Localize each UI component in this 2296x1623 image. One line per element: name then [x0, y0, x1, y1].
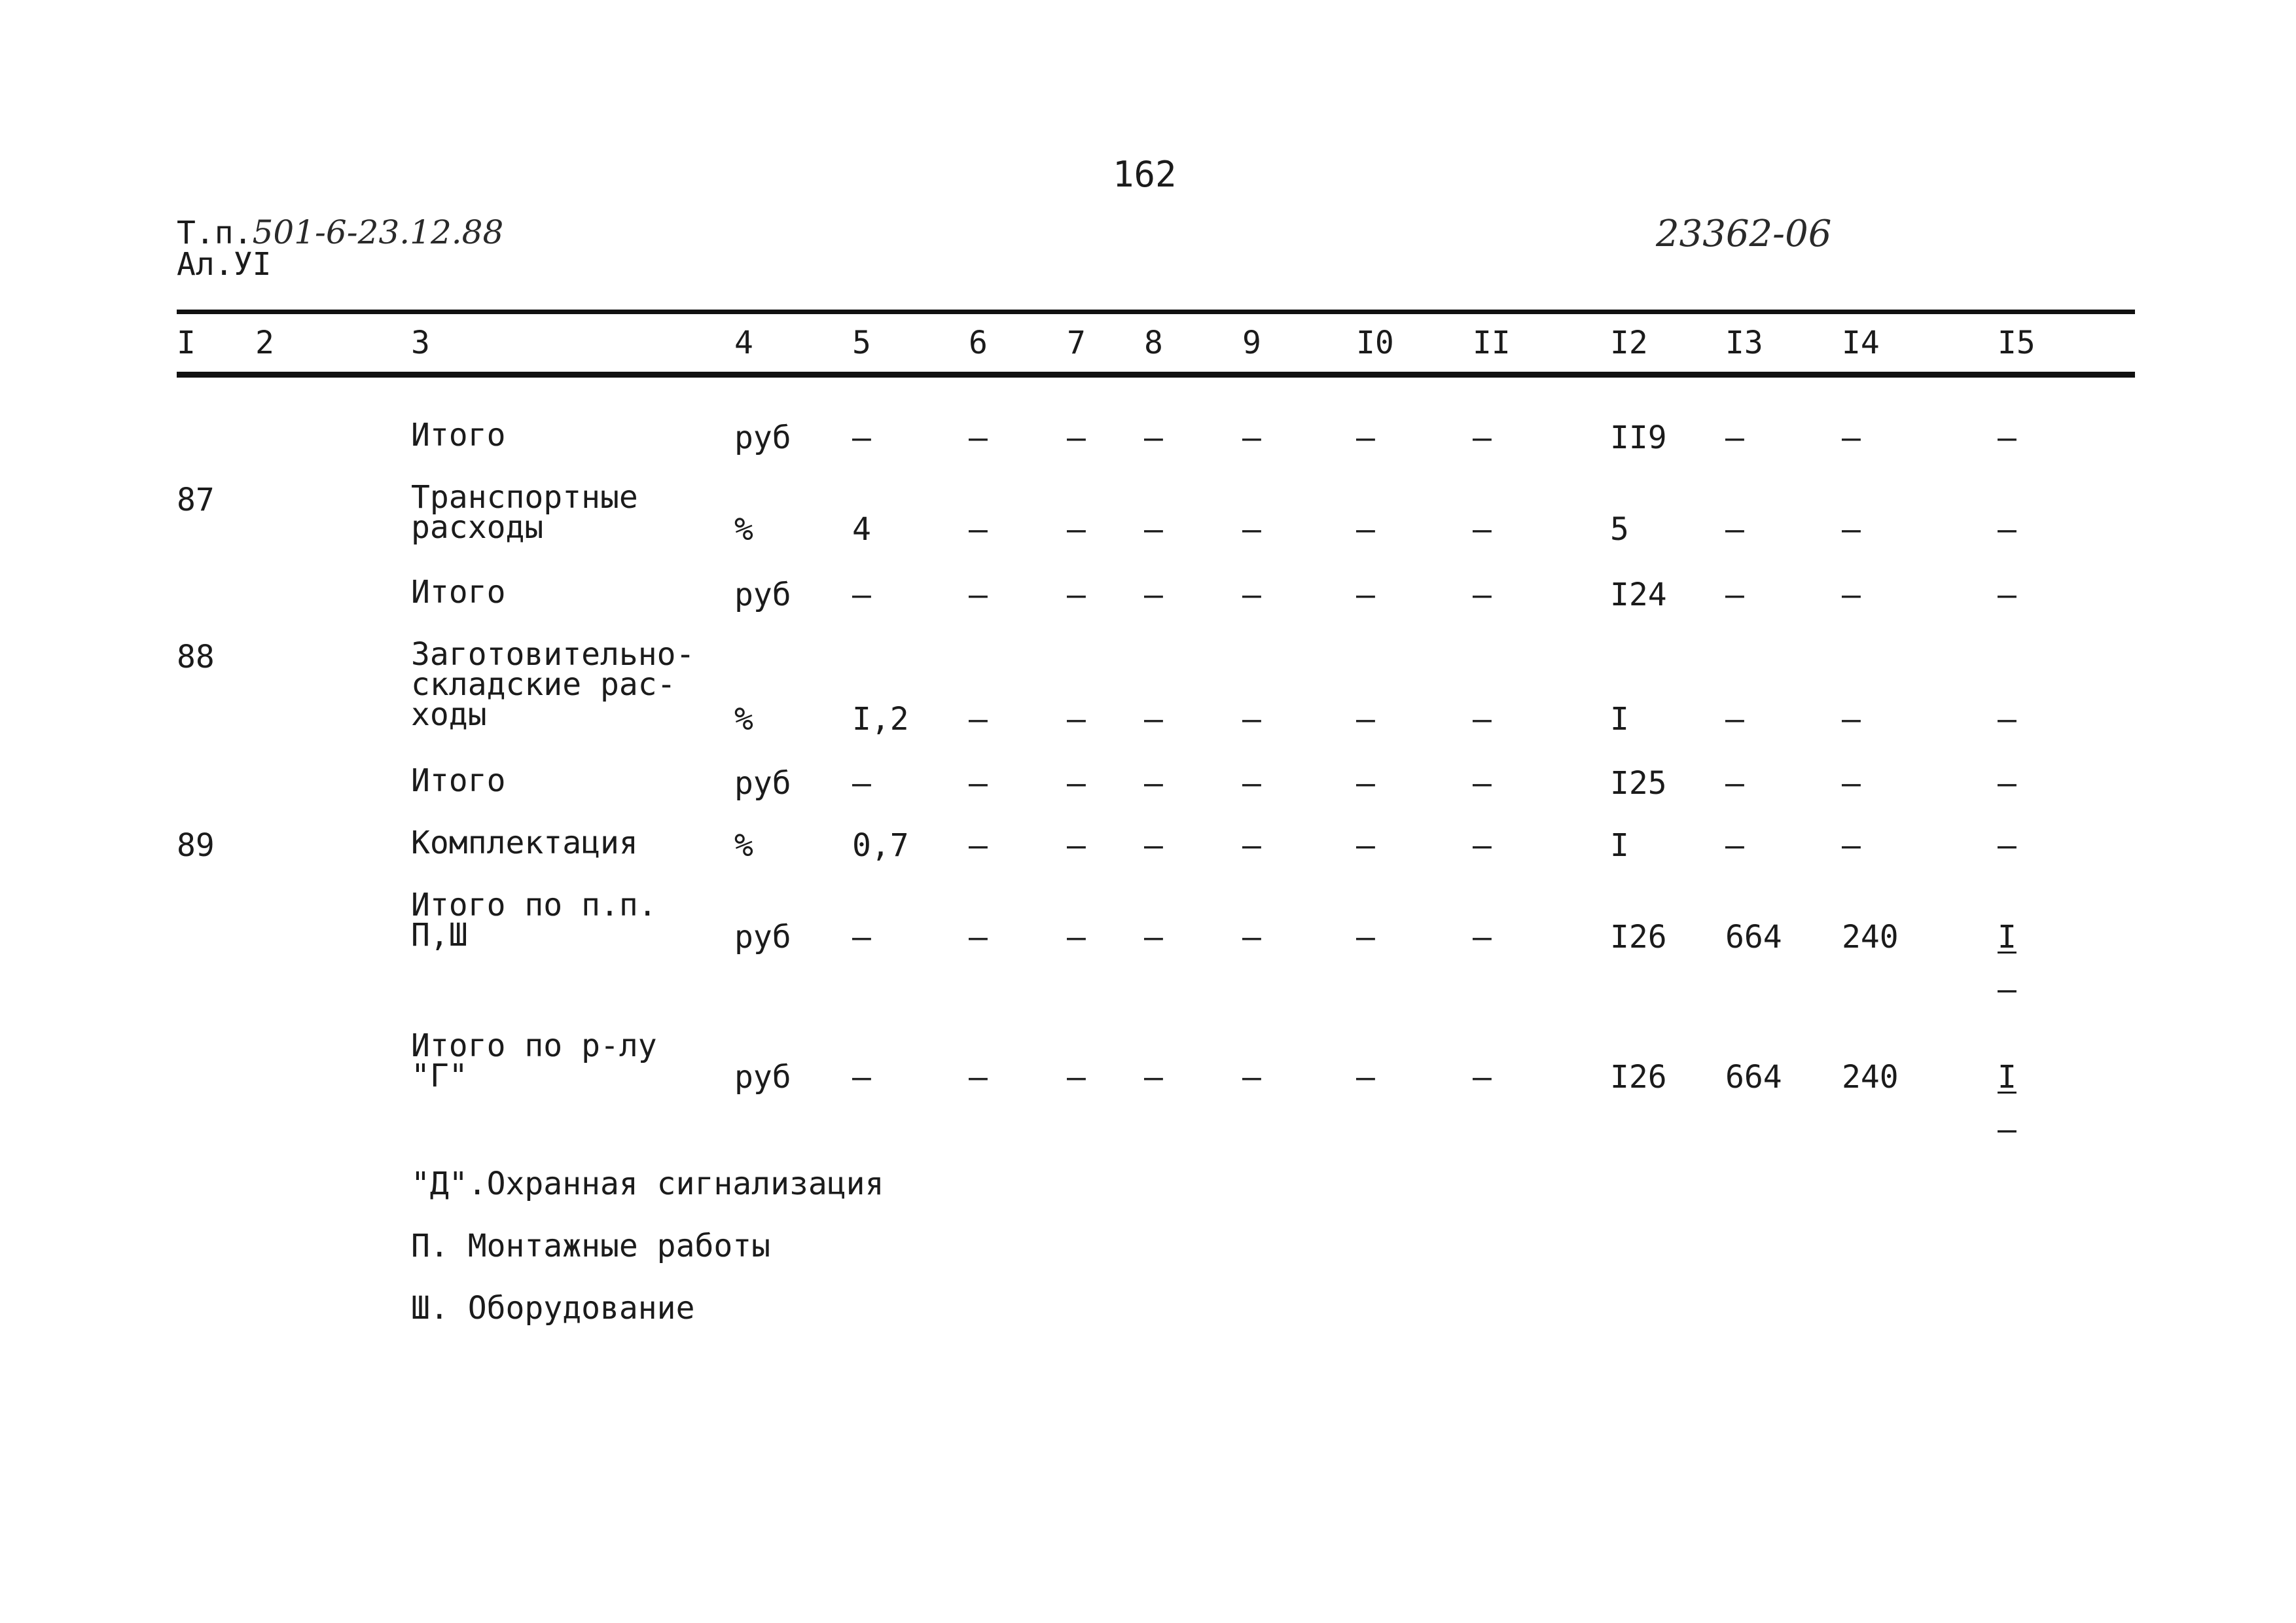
col-header: I5 [1998, 325, 2036, 361]
cell-col6: – [969, 827, 988, 864]
cell-col11: – [1473, 827, 1492, 864]
row-name: Итого [411, 762, 506, 799]
row-number: 89 [177, 827, 215, 864]
cell-col14: – [1842, 419, 1861, 456]
cell-col11: – [1473, 701, 1492, 738]
cell-col15: – [1998, 701, 2017, 738]
section-title: "Д".Охранная сигнализация [411, 1166, 884, 1202]
cell-col15: – [1998, 577, 2017, 613]
cell-col14: – [1842, 827, 1861, 864]
table-header-bottom-rule [177, 372, 2135, 378]
cell-col14: – [1842, 577, 1861, 613]
cell-col12: I26 [1610, 919, 1667, 955]
col-header: 2 [255, 325, 274, 361]
cell-col13: 664 [1725, 919, 1782, 955]
cell-col6: – [969, 511, 988, 548]
cell-col6: – [969, 419, 988, 456]
col-header: I [177, 325, 196, 361]
cell-col6: – [969, 1059, 988, 1096]
cell-col13: – [1725, 511, 1744, 548]
cell-col14: 240 [1842, 1059, 1899, 1096]
cell-col15-lower: – [1998, 1111, 2017, 1148]
cell-col10: – [1356, 511, 1375, 548]
row-number: 87 [177, 482, 215, 518]
cell-col12: 5 [1610, 511, 1629, 548]
cell-col10: – [1356, 1059, 1375, 1096]
row-unit: руб [734, 919, 791, 955]
cell-col6: – [969, 919, 988, 955]
cell-col14: 240 [1842, 919, 1899, 955]
cell-col12: I26 [1610, 1059, 1667, 1096]
cell-col9: – [1242, 919, 1261, 955]
cell-col5: – [852, 577, 871, 613]
table-top-rule [177, 310, 2135, 314]
cell-col6: – [969, 701, 988, 738]
cell-col9: – [1242, 419, 1261, 456]
row-unit: руб [734, 577, 791, 613]
cell-col9: – [1242, 765, 1261, 802]
row-name: Итого [411, 574, 506, 611]
cell-col15: – [1998, 765, 2017, 802]
cell-col15-lower: – [1998, 971, 2017, 1008]
cell-col14: – [1842, 765, 1861, 802]
row-name: Заготовительно- складские рас- ходы [411, 636, 695, 733]
cell-col5: – [852, 919, 871, 955]
doc-ref-handwritten: 501-6-23.12.88 [252, 213, 504, 251]
cell-col15: – [1998, 827, 2017, 864]
cell-col7: – [1067, 1059, 1086, 1096]
cell-col5: – [852, 419, 871, 456]
row-name: Итого [411, 417, 506, 454]
col-header: I0 [1356, 325, 1394, 361]
cell-col8: – [1144, 419, 1163, 456]
cell-col7: – [1067, 577, 1086, 613]
cell-col13: – [1725, 419, 1744, 456]
cell-col14: – [1842, 511, 1861, 548]
row-unit: % [734, 701, 753, 738]
cell-col9: – [1242, 577, 1261, 613]
cell-col8: – [1144, 765, 1163, 802]
section-subheading: Ш. Оборудование [411, 1290, 695, 1327]
col-header: 7 [1067, 325, 1086, 361]
cell-col10: – [1356, 765, 1375, 802]
col-header: 3 [411, 325, 430, 361]
col-header: I2 [1610, 325, 1648, 361]
row-name: Итого по п.п. П,Ш [411, 887, 657, 954]
col-header: 5 [852, 325, 871, 361]
cell-col7: – [1067, 765, 1086, 802]
col-header: 9 [1242, 325, 1261, 361]
cell-col13: – [1725, 701, 1744, 738]
cell-col13: – [1725, 827, 1744, 864]
cell-col15: I [1998, 919, 2017, 955]
cell-col7: – [1067, 701, 1086, 738]
cell-col11: – [1473, 1059, 1492, 1096]
row-unit: руб [734, 1059, 791, 1096]
cell-col12: I [1610, 701, 1629, 738]
col-header: I3 [1725, 325, 1763, 361]
cell-col12: I [1610, 827, 1629, 864]
page-number: 162 [1113, 154, 1177, 195]
cell-col12: II9 [1610, 419, 1667, 456]
cell-col10: – [1356, 419, 1375, 456]
cell-col13: 664 [1725, 1059, 1782, 1096]
cell-col8: – [1144, 577, 1163, 613]
section-subheading: П. Монтажные работы [411, 1228, 771, 1264]
col-header: II [1473, 325, 1511, 361]
row-unit: руб [734, 419, 791, 456]
row-number: 88 [177, 639, 215, 675]
row-unit: % [734, 827, 753, 864]
cell-col9: – [1242, 701, 1261, 738]
cell-col11: – [1473, 511, 1492, 548]
cell-col5: I,2 [852, 701, 909, 738]
cell-col12: I25 [1610, 765, 1667, 802]
row-name: Транспортные расходы [411, 479, 638, 546]
col-header: 4 [734, 325, 753, 361]
cell-col7: – [1067, 827, 1086, 864]
cell-col8: – [1144, 919, 1163, 955]
cell-col10: – [1356, 827, 1375, 864]
cell-col8: – [1144, 1059, 1163, 1096]
cell-col13: – [1725, 765, 1744, 802]
cell-col15: – [1998, 511, 2017, 548]
cell-col5: – [852, 1059, 871, 1096]
cell-col10: – [1356, 577, 1375, 613]
code-handwritten: 23362-06 [1656, 213, 1832, 255]
cell-col5: 0,7 [852, 827, 909, 864]
cell-col10: – [1356, 701, 1375, 738]
cell-col8: – [1144, 701, 1163, 738]
cell-col6: – [969, 577, 988, 613]
col-header: 6 [969, 325, 988, 361]
row-unit: руб [734, 765, 791, 802]
cell-col11: – [1473, 577, 1492, 613]
cell-col9: – [1242, 827, 1261, 864]
cell-col11: – [1473, 919, 1492, 955]
cell-col5: 4 [852, 511, 871, 548]
cell-col8: – [1144, 827, 1163, 864]
cell-col7: – [1067, 511, 1086, 548]
cell-col7: – [1067, 919, 1086, 955]
cell-col12: I24 [1610, 577, 1667, 613]
cell-col15: I [1998, 1059, 2017, 1096]
cell-col13: – [1725, 577, 1744, 613]
cell-col9: – [1242, 511, 1261, 548]
col-header: 8 [1144, 325, 1163, 361]
cell-col7: – [1067, 419, 1086, 456]
cell-col11: – [1473, 419, 1492, 456]
document-reference [177, 213, 504, 251]
cell-col10: – [1356, 919, 1375, 955]
cell-col14: – [1842, 701, 1861, 738]
album-number: Ал.УI [177, 246, 272, 283]
row-name: Комплектация [411, 825, 638, 861]
row-unit: % [734, 511, 753, 548]
cell-col8: – [1144, 511, 1163, 548]
row-name: Итого по р-лу "Г" [411, 1027, 657, 1094]
cell-col11: – [1473, 765, 1492, 802]
doc-ref-printed: Т.п. [177, 215, 253, 251]
cell-col15: – [1998, 419, 2017, 456]
cell-col9: – [1242, 1059, 1261, 1096]
cell-col6: – [969, 765, 988, 802]
cell-col5: – [852, 765, 871, 802]
col-header: I4 [1842, 325, 1880, 361]
